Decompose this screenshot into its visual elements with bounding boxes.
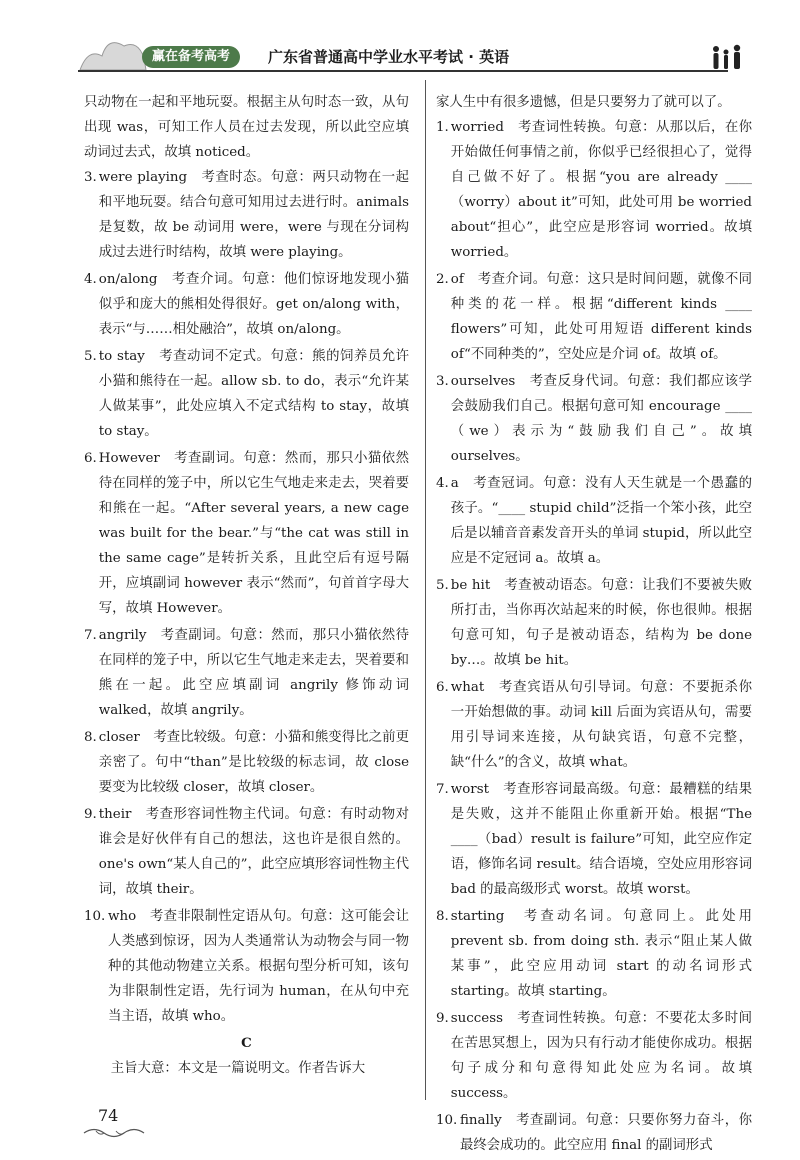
item-number: 5. [436,578,449,593]
item-text: on/along 考查介词。句意：他们惊讶地发现小猫似乎和庞大的熊相处得很好。get on/along with，表示“与……相处融洽”，故填 on/along。 [98,272,409,337]
family-silhouette-icon [710,44,746,70]
item-text: their 考查形容词性物主代词。句意：有时动物对谁会是好伙伴有自己的想法，这也许是很自然的。one's own“某人自己的”，此空应填形容词性物主代词，故填 their。 [98,807,409,897]
list-item [84,344,409,444]
item-text: However 考查副词。句意：然而，那只小猫依然待在同样的笼子中，所以它生气地走来走去，哭着要和熊在一起。“After several years, a new cage was built for the bear.”与“the cat was still in the same cage”是转折关系，且此空后有逗号隔开，应填副词 however 表示“然而”，句首首字母大写，故填 However。 [98,451,409,616]
list-item [84,725,409,800]
list-item [436,115,752,265]
page-title: 广东省普通高中学业水平考试 · 英语 [268,48,510,66]
item-text: angrily 考查副词。句意：然而，那只小猫依然待在同样的笼子中，所以它生气地走来走去，哭着要和熊在一起。此空应填副词 angrily 修饰动词 walked，故填 angrily。 [98,628,409,718]
item-number: 3. [436,374,449,389]
item-number: 9. [84,807,97,822]
list-item [436,573,752,673]
item-number: 6. [436,680,449,695]
list-item [436,471,752,571]
left-column [84,90,409,1081]
continued-paragraph: 只动物在一起和平地玩耍。根据主从句时态一致，从句出现 was，可知工作人员在过去发现，所以此空应填动词过去式，故填 noticed。 [84,95,409,160]
item-text: starting 考查动名词。句意同上。此处用 prevent sb. from doing sth. 表示“阻止某人做某事”，此空应用动词 start 的动名词形式 starting。故填 starting。 [450,909,752,999]
item-text: success 考查词性转换。句意：不要花太多时间在苦思冥想上，因为只有行动才能使你成功。根据句子成分和句意得知此处应为名词。故填 success。 [450,1011,752,1101]
vine-ornament-icon [82,1126,146,1140]
item-text: what 考查宾语从句引导词。句意：不要扼杀你一开始想做的事。动词 kill 后面为宾语从句，需要用引导词来连接，从句缺宾语，句意不完整，缺“什么”的含义，故填 what。 [450,680,752,770]
item-text: a 考查冠词。句意：没有人天生就是一个愚蠢的孩子。“____ stupid child”泛指一个笨小孩，此空后是以辅音音素发音开头的单词 stupid，所以此空应是不定冠词 a。故填 a。 [450,476,752,566]
list-item [436,369,752,469]
item-text: finally 考查副词。句意：只要你努力奋斗，你最终会成功的。此空应用 final 的副词形式 [460,1113,752,1153]
page-number: 74 [98,1106,119,1125]
item-number: 1. [436,120,449,135]
item-text: of 考查介词。句意：这只是时间问题，就像不同种类的花一样。根据“different kinds ____ flowers”可知，此处可用短语 different kinds of“不同种类的”，空处应是介词 of。故填 of。 [450,272,752,362]
series-badge: 赢在备考高考 [142,46,240,68]
continued-paragraph: 家人生中有很多遗憾，但是只要努力了就可以了。 [436,95,731,110]
section-heading: C [241,1035,252,1051]
header-rule [78,70,728,72]
item-number: 8. [436,909,449,924]
cloud-ornament-icon [78,30,148,72]
item-text: closer 考查比较级。句意：小猫和熊变得比之前更亲密了。句中“than”是比较级的标志词，故 close 要变为比较级 closer，故填 closer。 [98,730,409,795]
list-item [436,675,752,775]
list-item [84,802,409,902]
item-number: 6. [84,451,97,466]
page-header [0,0,800,80]
right-column [436,90,752,1160]
item-number: 10. [84,909,106,924]
item-number: 4. [84,272,97,287]
page-footer [78,1104,218,1144]
column-divider [425,80,426,1100]
list-item [436,1006,752,1106]
answer-list [84,165,409,1029]
list-item [84,267,409,342]
list-item [84,165,409,265]
item-number: 2. [436,272,449,287]
item-text: ourselves 考查反身代词。句意：我们都应该学会鼓励我们自己。根据句意可知 encourage ____（we）表示为“鼓励我们自己”。故填 ourselves。 [450,374,752,464]
answer-list [436,115,752,1158]
item-text: to stay 考查动词不定式。句意：熊的饲养员允许小猫和熊待在一起。allow sb. to do，表示“允许某人做某事”，此处应填入不定式结构 to stay，故填 to stay。 [98,349,409,439]
item-number: 7. [436,782,449,797]
list-item [436,777,752,902]
list-item [84,904,409,1029]
item-number: 8. [84,730,97,745]
item-text: who 考查非限制性定语从句。句意：这可能会让人类感到惊讶，因为人类通常认为动物会与同一物种的其他动物建立关系。根据句型分析可知，该句为非限制性定语，先行词为 human，在从句中充当主语，故填 who。 [108,909,409,1024]
item-text: be hit 考查被动语态。句意：让我们不要被失败所打击，当你再次站起来的时候，你也很帅。根据句意可知，句子是被动语态，结构为 be done by…。故填 be hit。 [450,578,752,668]
item-number: 3. [84,170,97,185]
item-text: worst 考查形容词最高级。句意：最糟糕的结果是失败，这并不能阻止你重新开始。根据“The ____（bad）result is failure”可知，此空应作定语，修饰名词 result。结合语境，空处应用形容词 bad 的最高级形式 worst。故填 worst。 [450,782,752,897]
item-text: worried 考查词性转换。句意：从那以后，在你开始做任何事情之前，你似乎已经很担心了，觉得自己做不好了。根据“you are already ____（worry）about it”可知，此处可用 be worried about“担心”，此空应是形容词 worried。故填 worried。 [450,120,752,260]
item-number: 9. [436,1011,449,1026]
summary-paragraph: 主旨大意：本文是一篇说明文。作者告诉大 [84,1061,366,1076]
item-text: were playing 考查时态。句意：两只动物在一起和平地玩耍。结合句意可知用过去进行时。animals 是复数，故 be 动词用 were，were 与现在分词构成过去进行时结构，故填 were playing。 [98,170,409,260]
item-number: 4. [436,476,449,491]
list-item [84,446,409,621]
item-number: 5. [84,349,97,364]
item-number: 10. [436,1113,458,1128]
list-item [436,904,752,1004]
list-item [436,267,752,367]
list-item [436,1108,752,1158]
list-item [84,623,409,723]
item-number: 7. [84,628,97,643]
